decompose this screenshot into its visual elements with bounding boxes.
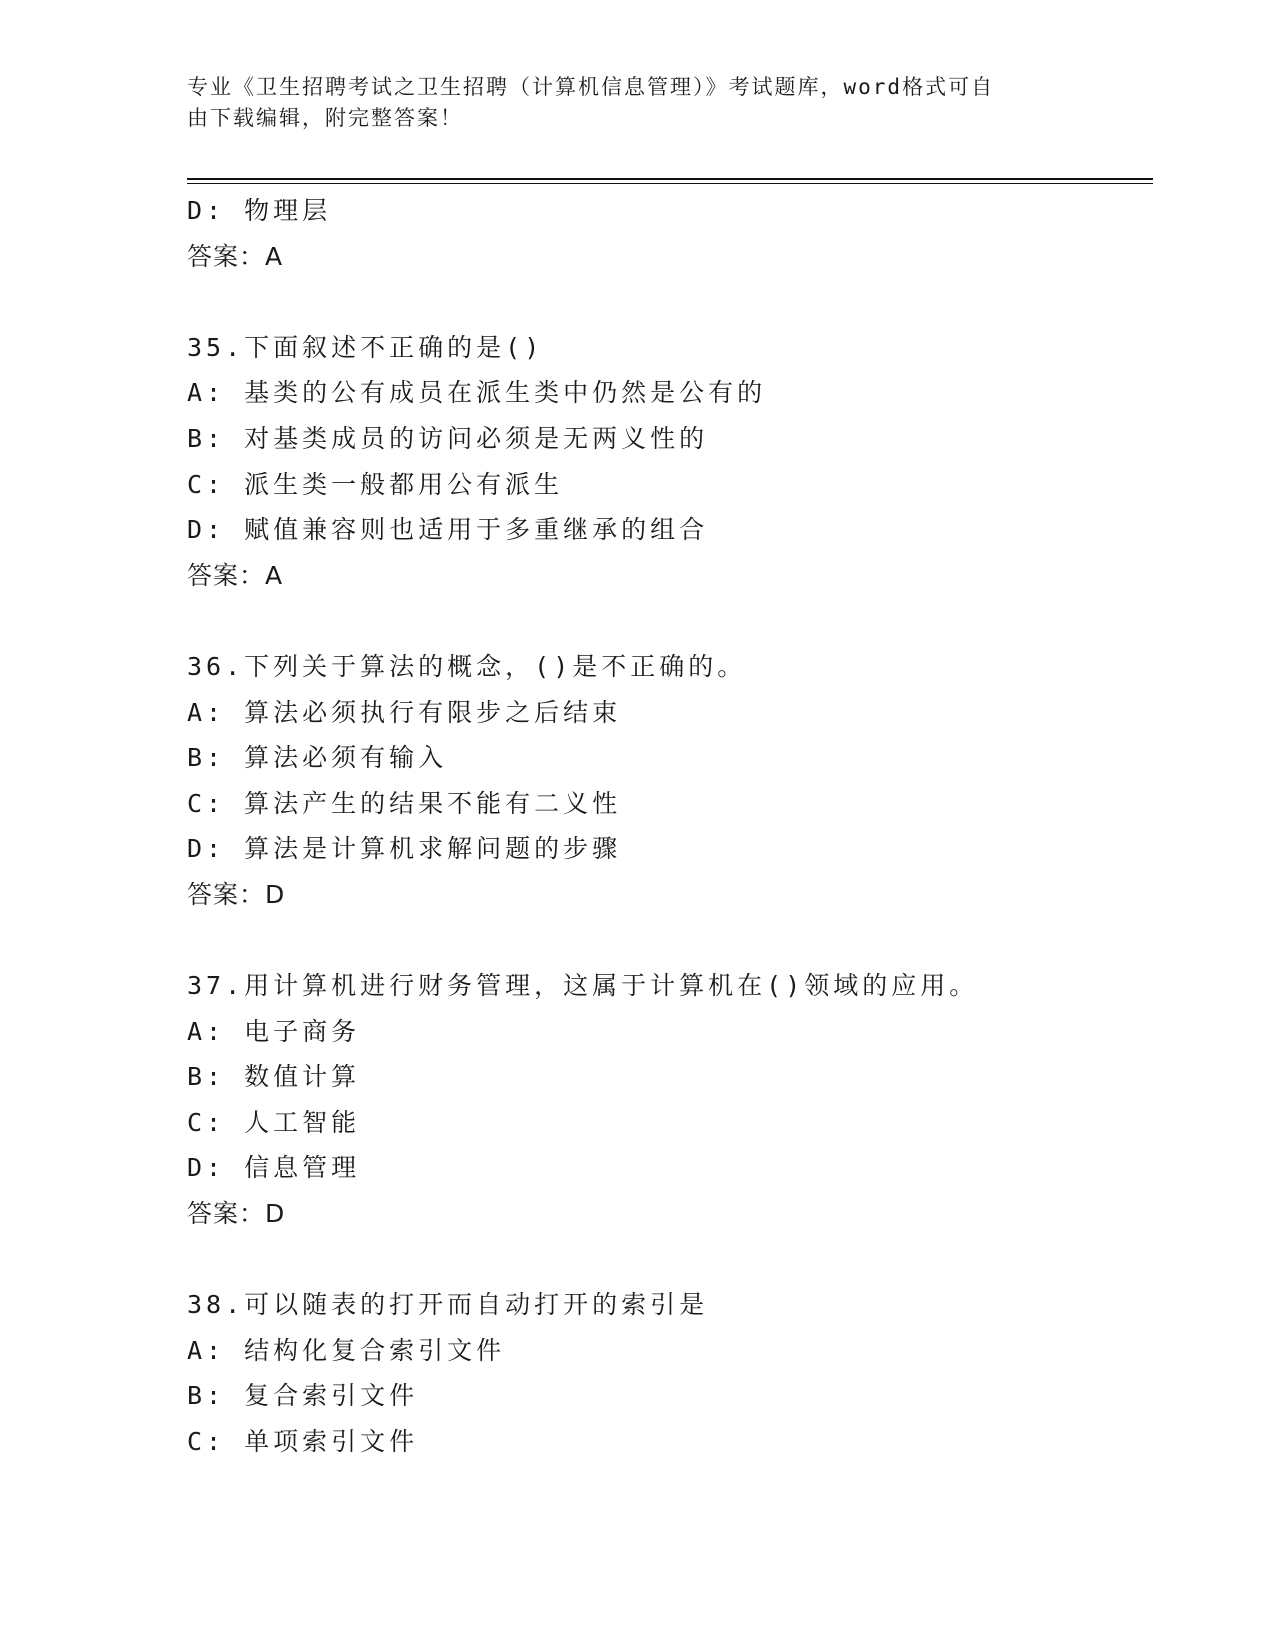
spacer (187, 279, 1153, 325)
option-b: B: 复合索引文件 (187, 1381, 419, 1411)
question-stem: 37.用计算机进行财务管理，这属于计算机在()领域的应用。 (187, 971, 979, 1001)
question-37 (187, 963, 1153, 1282)
header-divider-thick (187, 178, 1153, 180)
option-c: C: 人工智能 (187, 1107, 361, 1137)
answer-line: 答案：D (187, 1199, 286, 1229)
option-c: C: 单项索引文件 (187, 1427, 419, 1457)
option-d: D: 信息管理 (187, 1153, 361, 1183)
option-a: A: 基类的公有成员在派生类中仍然是公有的 (187, 378, 767, 408)
question-stem: 36.下列关于算法的概念，()是不正确的。 (187, 651, 747, 681)
spacer (187, 918, 1153, 964)
option-b: B: 对基类成员的访问必须是无两义性的 (187, 423, 709, 453)
spacer (187, 598, 1153, 644)
header-line-2: 由下载编辑，附完整答案！ (187, 106, 463, 130)
question-36 (187, 644, 1153, 963)
answer-line: 答案：A (187, 241, 284, 271)
option-c: C: 算法产生的结果不能有二义性 (187, 788, 622, 818)
option-b: B: 数值计算 (187, 1062, 361, 1092)
spacer (187, 1237, 1153, 1283)
option-c: C: 派生类一般都用公有派生 (187, 469, 564, 499)
header-line-1: 专业《卫生招聘考试之卫生招聘（计算机信息管理）》考试题库，word格式可自 (187, 75, 995, 99)
option-a: A: 算法必须执行有限步之后结束 (187, 697, 622, 727)
option-d: D: 赋值兼容则也适用于多重继承的组合 (187, 515, 709, 545)
question-stem: 35.下面叙述不正确的是() (187, 332, 544, 362)
option-d: D: 物理层 (187, 196, 332, 225)
answer-line: 答案：A (187, 560, 284, 590)
question-38 (187, 1282, 1153, 1464)
question-list (187, 188, 1153, 1465)
option-a: A: 电子商务 (187, 1016, 361, 1046)
option-b: B: 算法必须有输入 (187, 743, 448, 773)
option-a: A: 结构化复合索引文件 (187, 1335, 506, 1365)
question-stem: 38.可以随表的打开而自动打开的索引是 (187, 1290, 709, 1320)
document-header (187, 72, 1067, 134)
header-divider-thin (187, 183, 1153, 184)
option-d: D: 算法是计算机求解问题的步骤 (187, 834, 622, 864)
question-35 (187, 325, 1153, 644)
answer-line: 答案：D (187, 879, 286, 909)
